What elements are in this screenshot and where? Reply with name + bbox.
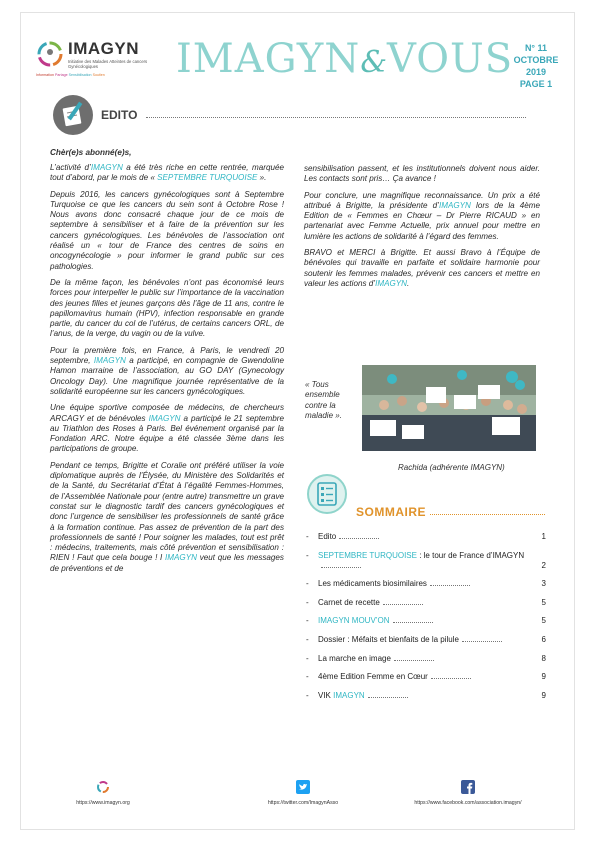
paragraph-text: Pour conclure, une magnifique reconnaissance. Un prix a été attribué à Brigitte, la présidente d’ [304,190,540,210]
toc-page-number: 3 [541,579,546,589]
toc-item[interactable] [306,654,546,664]
paragraph-text: Pendant ce temps, Brigitte et Coralie ont préféré utiliser la voie diplomatique auprès de l’Élysée, du Ministère des Solidarités et de la Santé, du Secrétariat d’État à l’égalité Femmes-Hommes, de l’Assemblée Nationale pour (entre autre) transmettre un grave constat sur le diagnostic tardif des cancers gynécologiques et donc l’urgence de sensibiliser les professionnels de santé grâce à la formation continue. Pas assez de prévention de la part des professionnels de santé ! Pour soigner les malades, tout est prêt : médecins, traitements, mais côté prévention et sensibilisation : RIEN ! Faut que cela bouge ! I [50,460,284,563]
toc-leader [383,604,423,605]
toc-highlight: IMAGYN MOUV’ON [318,616,390,626]
toc-item[interactable] [306,616,546,626]
toc-text: Edito [318,532,337,541]
footer [20,780,575,820]
toc-text: La marche en image [318,653,391,663]
twitter-icon [296,780,310,794]
toc-highlight: SEPTEMBRE TURQUOISE [318,550,417,560]
group-photo-image [362,365,536,451]
toc-bullet: - [306,653,309,663]
logo-keyword: Partage [54,73,68,77]
edito-divider [146,117,526,118]
toc-item[interactable] [306,691,546,701]
toc-bullet: - [306,579,309,589]
paragraph-text: . [407,278,410,288]
greeting: Chèr(e)s abonné(e)s, [50,148,132,157]
imagyn-highlight: IMAGYN [90,163,123,172]
imagyn-highlight: SEPTEMBRE TURQUOISE [157,173,258,183]
logo-tagline: Initiative des Malades Atteintes de cancers Gynécologiques [68,59,148,69]
masthead-title [176,36,513,86]
logo-keywords [36,73,105,77]
imagyn-logo [36,40,186,80]
edito-paragraph [50,346,284,397]
paragraph-text: a participé le 21 septembre au Triathlon des Roses à Paris. Bel événement organisé par la Fondation ARC. Notre équipe a été classée 3ème dans les participations de groupe. [50,413,284,454]
masthead-ampersand: & [360,45,388,80]
footer-website[interactable] [58,780,148,806]
edito-paragraph [50,190,284,272]
sommaire-list-icon [307,474,347,514]
toc-item[interactable] [306,532,546,542]
footer-twitter-link[interactable]: https://twitter.com/ImagynAsso [267,800,339,806]
imagyn-highlight: IMAGYN [375,278,408,288]
toc-text: Les médicaments biosimilaires [318,579,427,589]
edito-paragraph [50,163,284,184]
footer-facebook-link[interactable]: https://www.facebook.com/association.imagyn/ [414,800,522,806]
toc-text: VIK [318,690,334,700]
toc-leader [321,567,361,568]
masthead-right: VOUS [387,36,514,82]
logo-keyword: Sensibilisation [68,73,92,77]
sommaire-heading: SOMMAIRE [356,505,426,519]
paragraph-text: veut que les messages de préventions et de [50,553,284,573]
footer-twitter[interactable] [248,780,358,806]
edito-paragraph [304,191,540,242]
edito-left-column [50,163,284,580]
photo-caption: Rachida (adhérente IMAGYN) [398,463,505,472]
paragraph-text: L’activité d’ [50,163,91,172]
logo-keyword: Soutien [92,73,105,77]
paragraph-text: BRAVO et MERCI à Brigitte. Et aussi Bravo à l’Équipe de bénévoles qui travaille en parfaite et solidaire harmonie pour soutenir les femmes malades, prévenir ces cancers et mettre en valeur les actions d’ [304,248,540,288]
issue-year: 2019 [525,67,547,77]
group-photo [362,365,536,451]
toc-item[interactable] [306,598,546,608]
toc-bullet: - [306,672,309,682]
paragraph-text: ». [257,173,267,183]
toc-bullet: - [306,550,309,560]
toc-item[interactable] [306,672,546,682]
toc-leader [368,697,408,698]
toc-leader [431,678,471,679]
toc-text: Dossier : Méfaits et bienfaits de la pilule [318,634,459,644]
toc-label [306,672,546,682]
toc-item[interactable] [306,635,546,645]
toc-label [306,598,546,608]
paragraph-text: Pour la première fois, en France, à Paris, le vendredi 20 septembre, [50,345,284,366]
toc-leader [339,538,379,539]
toc-text: : le tour de France d’IMAGYN [416,550,525,560]
edito-pen-icon [53,95,93,135]
toc-leader [394,660,434,661]
imagyn-logo-icon [96,780,110,794]
paragraph-text: a participé, en compagnie de Gwendoline Hamon marraine de l’association, au GO DAY (Gynecology Oncology Day). Une magnifique journée représentative de la solidarité européenne sur les cancers gynécologiques. [50,356,284,396]
logo-name: IMAGYN [68,39,139,58]
paragraph-text: Depuis 2016, les cancers gynécologiques sont à Septembre Turquoise ce que les cancers du sein sont à Octobre Rose ! Nous avons donc consacré chaque jour de ce mois de septembre à sensibiliser et à faire de la prévention sur les cancers gynécologiques. Les bénévoles de l’association ont réalisé un « tour de France des centres de soins en oncogynécologie » pour informer le grand public sur ces pathologies. [50,189,284,271]
toc-page-number: 5 [541,597,546,607]
imagyn-highlight: IMAGYN [165,553,197,563]
toc-item[interactable] [306,551,546,571]
logo-keyword: Information [36,73,54,77]
footer-facebook[interactable] [398,780,538,806]
toc-leader [393,622,433,623]
paragraph-text: a été très riche en cette rentrée, marquée tout d’abord, par le mois de « [50,163,285,183]
photo-quote: « Tous ensemble contre la maladie ». [305,380,342,420]
edito-heading: EDITO [101,108,138,122]
toc-bullet: - [306,532,309,541]
logo-ring-icon [36,40,64,68]
edito-paragraph [304,164,540,185]
facebook-icon [461,780,475,794]
edito-paragraph [304,248,540,289]
toc-label [306,616,546,626]
toc-page-number: 5 [541,616,546,626]
issue-month: OCTOBRE [513,55,559,65]
toc-item[interactable] [306,579,546,589]
toc-bullet: - [306,616,309,626]
masthead-left: IMAGYN [176,36,361,82]
imagyn-highlight: IMAGYN [148,413,181,423]
toc-page-number: 9 [541,672,546,682]
toc-bullet: - [306,634,309,644]
toc-label [306,551,546,571]
paragraph-text: De la même façon, les bénévoles n’ont pas économisé leurs forces pour interpeller le public sur l’importance de la vaccination des jeunes filles et jeunes garçons dès l’âge de 11 ans, contre le papillomavirus humain (HPV), infection responsable en grande partie, du cancer du col de l’utérus, de certains cancers ORL, de l’anus, de la verge, du vagin ou de la vulve. [50,277,284,339]
sommaire-divider [430,514,545,515]
toc-bullet: - [306,597,309,607]
toc-leader [430,585,470,586]
toc-label [306,579,546,589]
toc-highlight: IMAGYN [333,690,365,700]
edito-right-column [304,164,540,295]
toc-page-number: 1 [541,532,546,541]
imagyn-highlight: IMAGYN [93,356,126,366]
toc-page-number: 8 [541,653,546,663]
footer-website-link[interactable]: https://www.imagyn.org [76,800,130,806]
toc-page-number: 2 [541,560,546,570]
edito-paragraph [50,278,284,340]
toc-label [306,654,546,664]
imagyn-highlight: IMAGYN [438,200,471,210]
toc-label [306,532,546,542]
toc-bullet: - [306,690,309,700]
issue-number: N° 11 [524,43,548,53]
issue-info [500,42,572,90]
table-of-contents [306,532,546,709]
toc-page-number: 9 [541,690,546,700]
paragraph-text: lors de la 4ème Edition de « Femmes en Chœur – Dr Pierre RICAUD » en partenariat avec Femme Actuelle, prix annuel pour mettre en lumière les actions de solidarité à l’égard des femmes. [304,200,540,241]
paragraph-text: Une équipe sportive composée de médecins, de chercheurs ARCAGY et de bénévoles [50,403,284,423]
issue-page: PAGE 1 [519,79,553,89]
paragraph-text: sensibilisation passent, et les institutionnels doivent nous aider. Les contacts sont pris… Ça avance ! [304,164,540,184]
toc-page-number: 6 [541,634,546,644]
toc-text: Carnet de recette [318,597,380,607]
toc-label [306,635,546,645]
edito-paragraph [50,403,284,454]
toc-text: 4ème Edition Femme en Cœur [318,672,428,682]
toc-label [306,691,546,701]
toc-leader [462,641,502,642]
edito-paragraph [50,461,284,574]
